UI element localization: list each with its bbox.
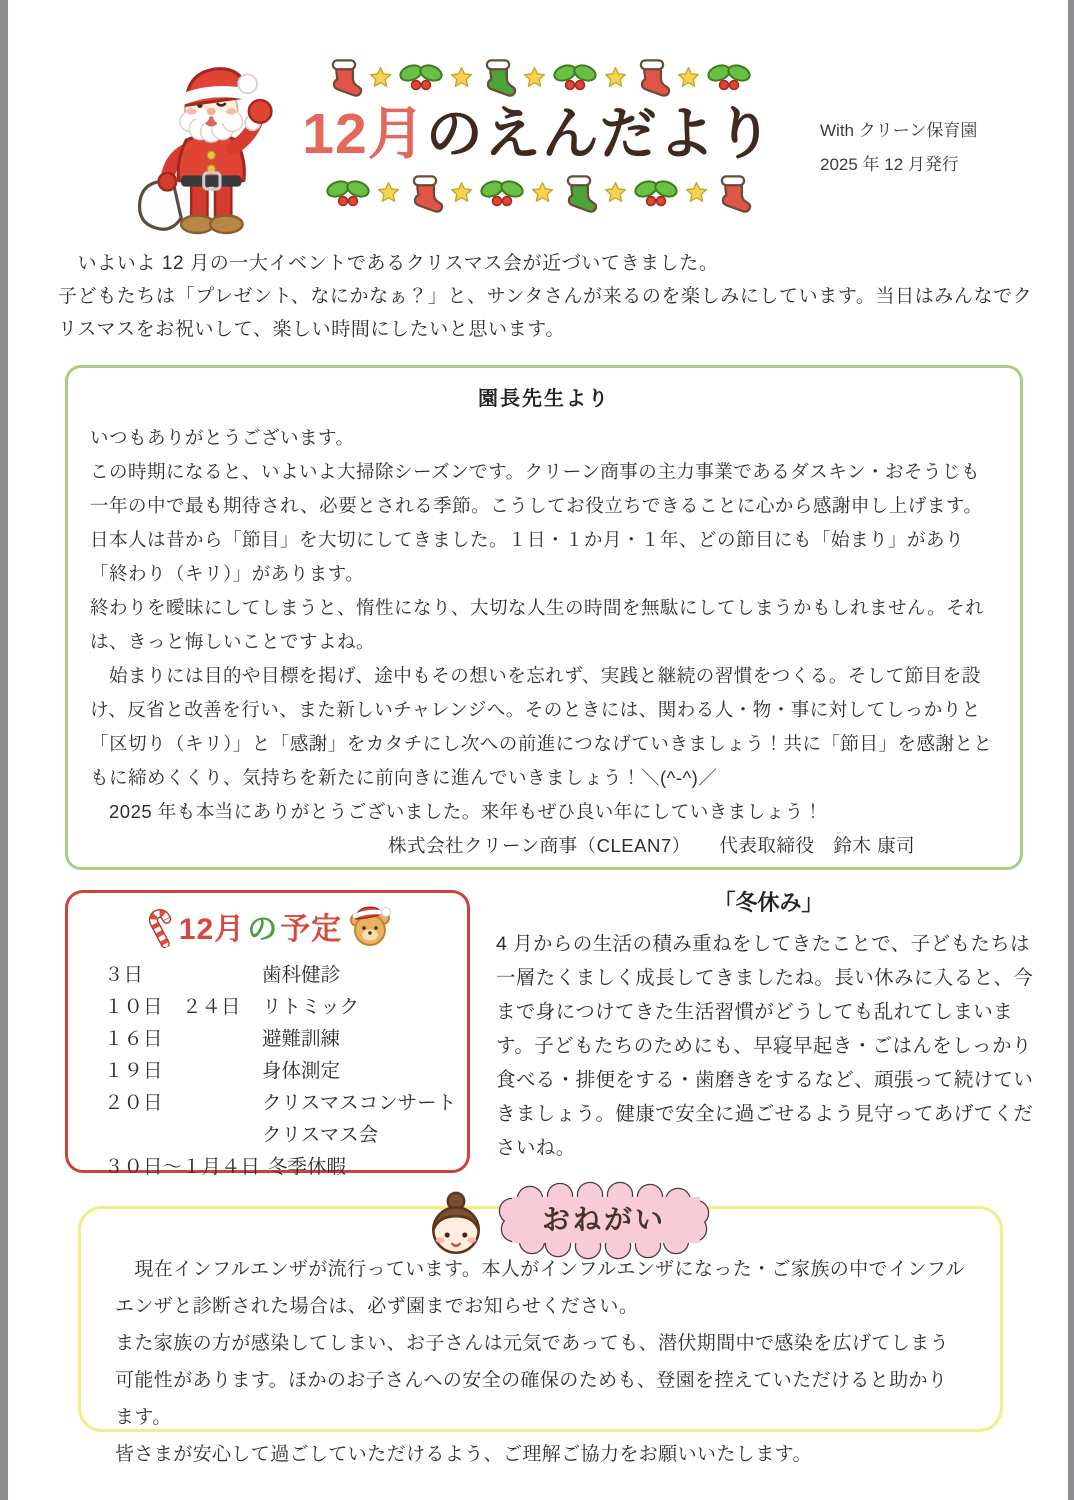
intro-paragraphs [58, 247, 1036, 346]
winter-break-section [496, 886, 1041, 1165]
paragraph: 終わりを曖昧にしてしまうと、惰性になり、大切な人生の時間を無駄にしてしまうかもしれません。それは、きっと悔しいことですよね。 [90, 597, 985, 652]
schedule-event: 冬季休暇 [268, 1156, 347, 1178]
schedule-date: ３０日～１月４日 [104, 1156, 261, 1178]
schedule-row [104, 1023, 467, 1055]
schedule-date: ３日 [104, 964, 144, 986]
publisher-info [820, 114, 977, 182]
star-icon [376, 180, 401, 205]
star-icon [522, 65, 547, 90]
schedule-date: １６日 [104, 1028, 163, 1050]
stocking-red-icon [633, 57, 671, 97]
page-title-month: 12月 [302, 102, 426, 166]
signature-line: 株式会社クリーン商事（CLEAN7） 代表取締役 鈴木 康司 [388, 835, 915, 856]
schedule-event: クリスマス会 [262, 1124, 379, 1146]
schedule-list [104, 959, 467, 1183]
request-badge [422, 1176, 732, 1266]
star-icon [368, 65, 393, 90]
holly-icon [398, 60, 444, 94]
paragraph: 始まりには目的や目標を掲げ、途中もその想いを忘れず、実践と継続の習慣をつくる。そして節目を設け、反省と改善を行い、また新しいチャレンジへ。そのときには、関わる人・物・事に対してしっかりと「区切り（キリ）」と「感謝」をカタチにし次への前進につなげていきましょう！共に「節目」を感謝とともに締めくくり、気持ちを新たに前向きに進んでいきましょう！＼(^-^)／ [90, 665, 993, 788]
speech-bubble [490, 1183, 718, 1259]
schedule-row [104, 1055, 467, 1087]
schedule-row [104, 991, 467, 1023]
star-icon [449, 180, 474, 205]
schedule-event: 避難訓練 [262, 1028, 341, 1050]
stocking-green-icon [479, 57, 517, 97]
star-icon [684, 180, 709, 205]
schedule-title-no: の [247, 913, 279, 946]
schedule-date: ２０日 [104, 1092, 163, 1114]
schedule-event: リトミック [262, 996, 360, 1018]
schedule-event: クリスマスコンサート [262, 1092, 457, 1114]
principal-box-title: 園長先生より [478, 388, 610, 410]
paragraph: 皆さまが安心して過ごしていただけるよう、ご理解ご協力をお願いいたします。 [115, 1444, 812, 1465]
holly-icon [325, 176, 371, 210]
december-schedule-box [65, 890, 470, 1178]
christmas-decoration-row-bottom [288, 168, 788, 218]
holly-icon [633, 176, 679, 210]
winter-break-title: 「冬休み」 [713, 890, 824, 915]
principal-message-box [65, 365, 1023, 870]
paragraph: 現在インフルエンザが流行っています。本人がインフルエンザになった・ご家族の中でインフルエンザと診断された場合は、必ず園までお知らせください。 [115, 1259, 965, 1317]
candy-cane-icon [140, 901, 183, 950]
schedule-date: １９日 [104, 1060, 163, 1082]
girl-face-icon [422, 1191, 490, 1259]
paragraph: この時期になると、いよいよ大掃除シーズンです。クリーン商事の主力事業であるダスキン・おそうじも一年の中で最も期待され、必要とされる季節。こうしてお役立ちできることに心から感謝申し上げます。日本人は昔から「節目」を大切にしてきました。１日・１か月・１年、どの節目にも「始まり」があり「終わり（キリ）」があります。 [90, 461, 983, 584]
schedule-date: １０日 ２４日 [104, 996, 241, 1018]
christmas-decoration-row-top [288, 52, 788, 102]
winter-break-body: 4 月からの生活の積み重ねをしてきたことで、子どもたちは一層たくましく成長してきましたね。長い休みに入ると、今まで身につけてきた生活習慣がどうしても乱れてしまいます。子どもたちのためにも、早寝早起き・ごはんをしっかり食べる・排便をする・歯磨きをするなど、頑張って続けていきましょう。健康で安全に過ごせるよう見守ってあげてくださいね。 [496, 933, 1034, 1159]
schedule-date [104, 1119, 254, 1151]
star-icon [603, 65, 628, 90]
paragraph: いよいよ 12 月の一大イベントであるクリスマス会が近づいてきました。 [58, 253, 719, 274]
paragraph: また家族の方が感染してしまい、お子さんは元気であっても、潜伏期間中で感染を広げてしまう可能性があります。ほかのお子さんへの安全の確保のためも、登園を控えていただけると助かります。 [115, 1333, 950, 1428]
bear-santa-icon [346, 903, 392, 949]
star-icon [449, 65, 474, 90]
santa-claus-illustration [124, 50, 296, 238]
star-icon [603, 180, 628, 205]
schedule-event: 歯科健診 [262, 964, 341, 986]
schedule-title-month: 12月 [178, 913, 246, 946]
stocking-green-icon [560, 173, 598, 213]
holly-icon [552, 60, 598, 94]
paragraph: いつもありがとうございます。 [90, 427, 355, 448]
stocking-red-icon [325, 57, 363, 97]
paragraph: 2025 年も本当にありがとうございました。来年もぜひ良い年にしていきましょう！ [90, 801, 823, 822]
publication-date: 2025 年 12 月発行 [820, 155, 959, 174]
star-icon [530, 180, 555, 205]
stocking-red-icon [714, 173, 752, 213]
schedule-title [74, 901, 467, 951]
paragraph: 子どもたちは「プレゼント、なにかなぁ？」と、サンタさんが来るのを楽しみにしています。当日はみんなでクリスマスをお祝いして、楽しい時間にしたいと思います。 [58, 286, 1033, 340]
principal-box-body [90, 421, 998, 829]
publisher-name: With クリーン保育園 [820, 121, 978, 140]
page-title-text: のえんだより [425, 102, 774, 166]
request-badge-label: おねがい [541, 1204, 666, 1235]
stocking-red-icon [406, 173, 444, 213]
schedule-row [104, 959, 467, 991]
schedule-row [104, 1119, 467, 1151]
holly-icon [706, 60, 752, 94]
schedule-event: 身体測定 [262, 1060, 341, 1082]
schedule-title-yotei: 予定 [280, 913, 343, 946]
page-title [288, 102, 788, 168]
newsletter-header [288, 52, 788, 218]
star-icon [676, 65, 701, 90]
schedule-row [104, 1087, 467, 1119]
holly-icon [479, 176, 525, 210]
newsletter-page [8, 0, 1068, 1500]
schedule-row [104, 1151, 467, 1183]
